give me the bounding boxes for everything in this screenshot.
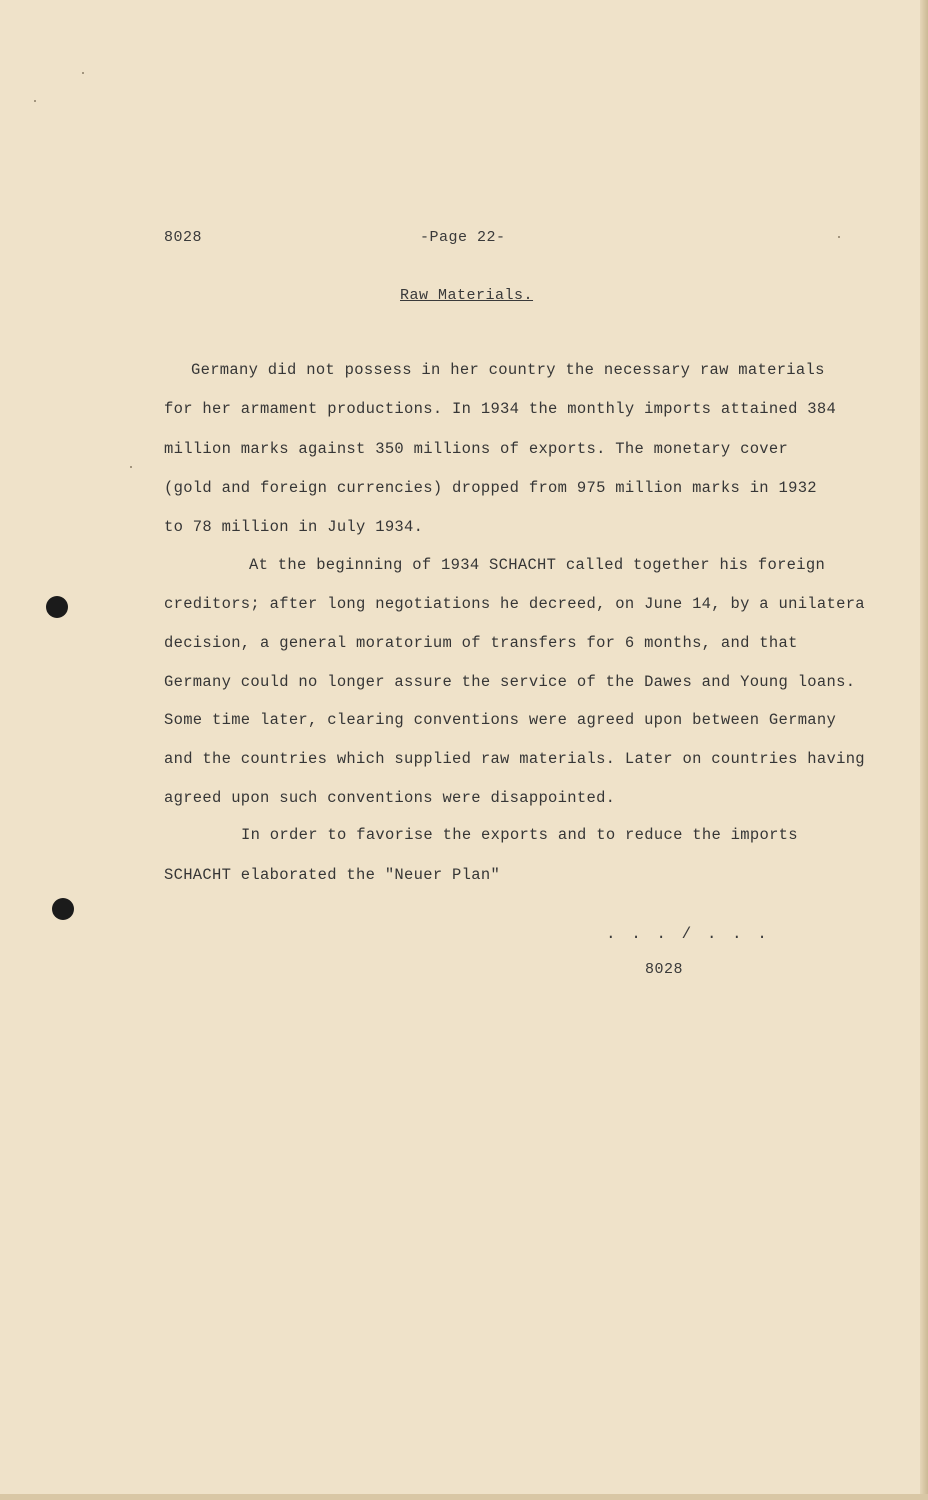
body-line: Some time later, clearing conventions were agreed upon between Germany xyxy=(164,711,837,729)
paper-speck xyxy=(838,236,840,238)
page-bottom-edge xyxy=(0,1494,928,1500)
body-line: agreed upon such conventions were disappointed. xyxy=(164,789,616,807)
punch-hole-top xyxy=(46,596,68,618)
body-line: (gold and foreign currencies) dropped from 975 million marks in 1932 xyxy=(164,479,817,497)
body-line: creditors; after long negotiations he decreed, on June 14, by a unilatera xyxy=(164,595,865,613)
body-line: to 78 million in July 1934. xyxy=(164,518,424,536)
body-line: million marks against 350 millions of exports. The monetary cover xyxy=(164,440,789,458)
body-line: Germany could no longer assure the service of the Dawes and Young loans. xyxy=(164,673,856,691)
page-edge-shadow xyxy=(920,0,928,1500)
paper-speck xyxy=(34,100,36,102)
body-line: SCHACHT elaborated the "Neuer Plan" xyxy=(164,866,501,884)
document-number: 8028 xyxy=(164,229,203,246)
paper-speck xyxy=(130,466,132,468)
body-line: At the beginning of 1934 SCHACHT called together his foreign xyxy=(249,556,826,574)
continued-marker: . . . / . . . xyxy=(606,925,770,943)
paper-speck xyxy=(82,72,84,74)
page-label: -Page 22- xyxy=(420,229,506,246)
footer-document-number: 8028 xyxy=(645,961,684,978)
body-line: and the countries which supplied raw materials. Later on countries having xyxy=(164,750,865,768)
punch-hole-bottom xyxy=(52,898,74,920)
body-line: decision, a general moratorium of transfers for 6 months, and that xyxy=(164,634,798,652)
body-line: Germany did not possess in her country the necessary raw materials xyxy=(191,361,825,379)
section-title: Raw Materials. xyxy=(400,287,534,304)
body-line: for her armament productions. In 1934 the monthly imports attained 384 xyxy=(164,400,837,418)
body-line: In order to favorise the exports and to reduce the imports xyxy=(241,826,798,844)
